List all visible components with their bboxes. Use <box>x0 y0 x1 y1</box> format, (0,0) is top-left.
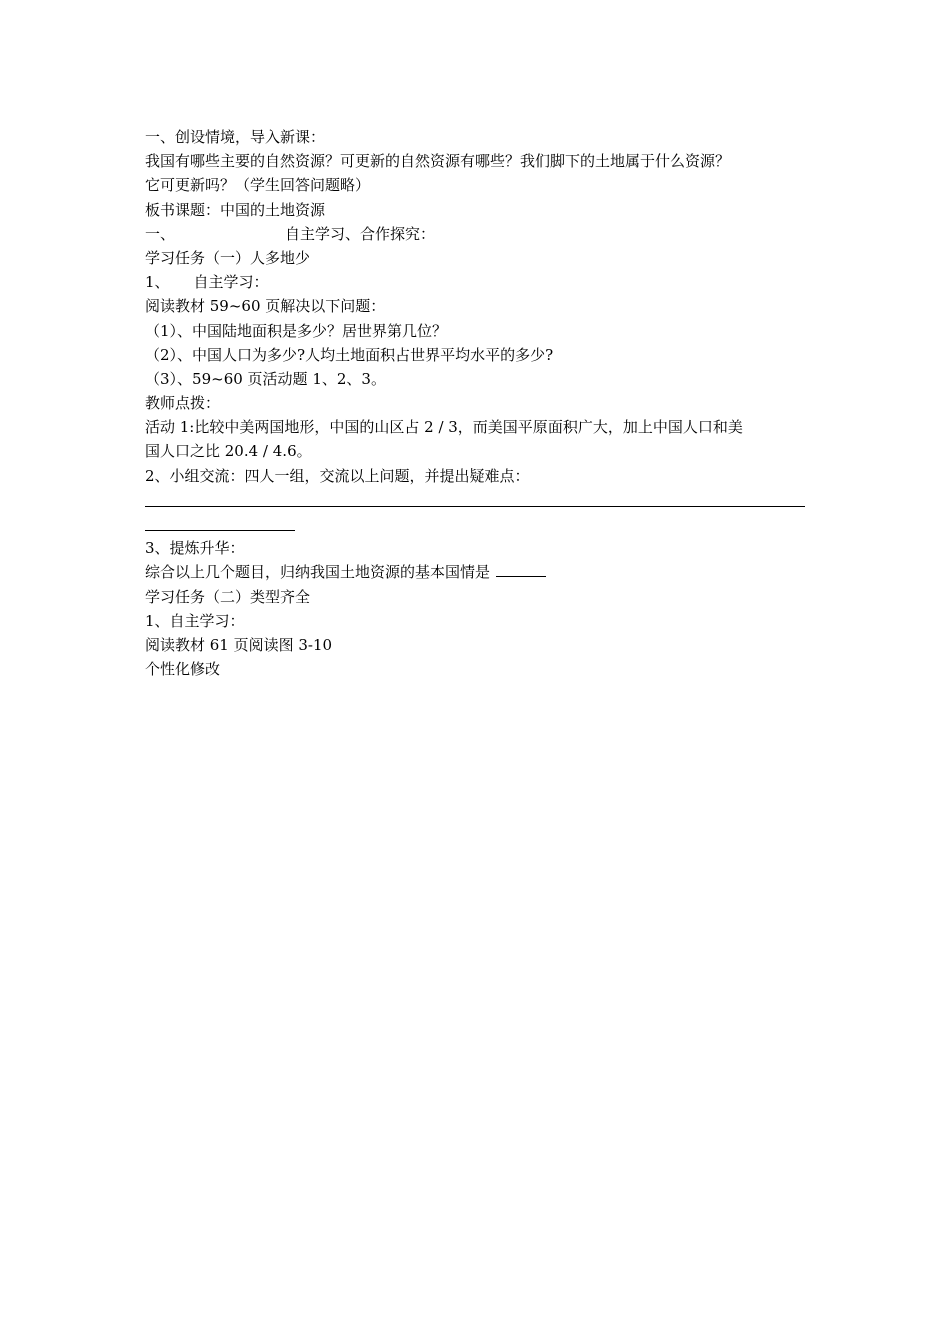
activity-note-cont: 国人口之比 20.4 / 4.6。 <box>145 442 312 461</box>
reading-instruction-2: 阅读教材 61 页阅读图 3-10 <box>145 635 333 654</box>
summary-prompt-text: 综合以上几个题目，归纳我国土地资源的基本国情是 <box>145 563 491 582</box>
question-1: （1）、中国陆地面积是多少？居世界第几位？ <box>145 321 448 340</box>
section-heading-intro: 一、创设情境，导入新课： <box>145 128 326 146</box>
activity-note: 活动 1:比较中美两国地形，中国的山区占 2 / 3，而美国平原面积广大，加上中国人口和美 <box>145 418 743 437</box>
task-two-heading: 学习任务（二）类型齐全 <box>145 587 311 606</box>
question-3: （3）、59~60 页活动题 1、2、3。 <box>145 369 386 388</box>
intro-question-cont: 它可更新吗？（学生回答问题略） <box>145 176 371 195</box>
task-one-heading: 学习任务（一）人多地少 <box>145 248 311 267</box>
question-2: （2）、中国人口为多少?人均土地面积占世界平均水平的多少? <box>145 345 554 364</box>
intro-question: 我国有哪些主要的自然资源？可更新的自然资源有哪些？我们脚下的土地属于什么资源？ <box>145 152 731 171</box>
personalization-note: 个性化修改 <box>145 660 221 679</box>
self-study-heading <box>145 270 810 294</box>
section-title: 自主学习、合作探究： <box>285 224 436 243</box>
document-body <box>145 125 810 681</box>
board-title: 板书课题：中国的土地资源 <box>145 200 326 219</box>
group-discussion: 2、小组交流：四人一组，交流以上问题，并提出疑难点： <box>145 466 530 485</box>
section-number: 一、 <box>145 224 176 243</box>
answer-line <box>145 488 810 512</box>
teacher-guidance-heading: 教师点拨： <box>145 394 221 413</box>
summary-prompt <box>145 560 810 584</box>
reading-instruction: 阅读教材 59~60 页解决以下问题： <box>145 297 386 316</box>
answer-line-short <box>145 512 810 536</box>
item-number: 1、 <box>145 273 170 292</box>
answer-blank <box>496 562 546 577</box>
section-heading-explore <box>145 222 810 246</box>
summary-heading: 3、提炼升华： <box>145 539 245 558</box>
item-title: 自主学习： <box>193 273 269 292</box>
self-study-heading-2: 1、自主学习： <box>145 611 245 630</box>
